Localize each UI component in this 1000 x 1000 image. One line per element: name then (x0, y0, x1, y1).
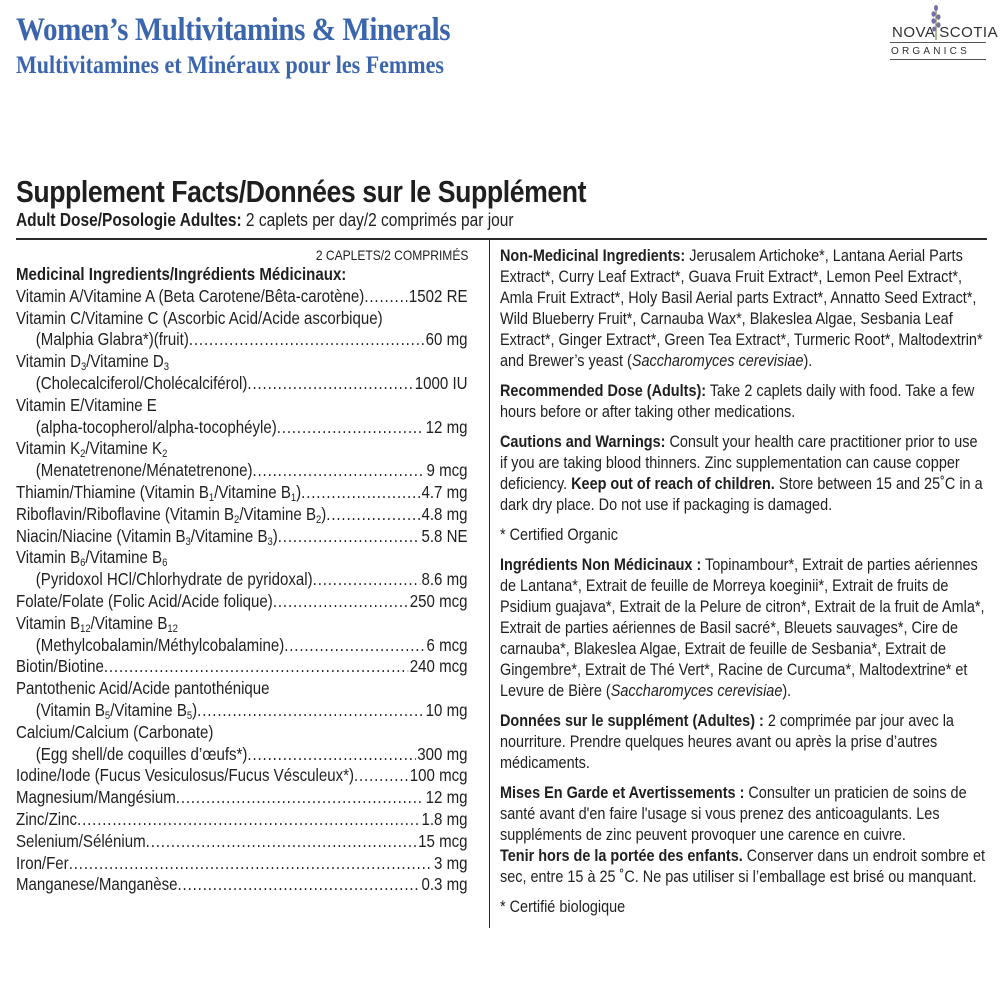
supplement-facts-title: Supplement Facts/Données sur le Supplément (16, 174, 587, 209)
ingredient-row-zinc: Zinc/Zinc ..... 1.8 mg (16, 809, 468, 831)
cautions-warnings-fr: Mises En Garde et Avertissements : Consulter un praticien de soins de santé avant d'en faire l'usage si vous prenez des anticoagulants. Les suppléments de zinc peuvent provoquer une carence en cuivre. Tenir hors de la portée des enfants. Conserver dans un endroit sombre et sec, entre 15 à 25 ˚C. Ne pas utiliser si l’emballage est brisé ou manquant. (500, 783, 985, 886)
ingredient-row-vitamin-b12: Vitamin $B_{12}$/Vitamine $B_{12}$ (Methylcobalamin/Méthylcobalamine) ..... 6 mcg (16, 613, 468, 657)
ingredient-row-vitamin-b6: Vitamin $B_6$/Vitamine $B_6$ (Pyridoxol HCl/Chlorhydrate de pyridoxal) ..... 8.6 mg (16, 547, 468, 591)
product-title-en: Women’s Multivitamins & Minerals (16, 12, 451, 48)
adult-dose-line (16, 210, 514, 231)
label-text-panel (500, 245, 988, 926)
certified-organic-note-fr: * Certifié biologique (500, 897, 626, 916)
ingredient-row-thiamin: Thiamin/Thiamine (Vitamin $B_1$/Vitamine $B_1$) ..... 4.7 mg (16, 482, 468, 504)
column-divider (489, 238, 490, 928)
ingredient-row-iodine: Iodine/Iode (Fucus Vesiculosus/Fucus Vésculeux*) ..... 100 mcg (16, 765, 468, 787)
ingredient-row-riboflavin: Riboflavin/Riboflavine (Vitamin $B_2$/Vitamine $B_2$) ..... 4.8 mg (16, 504, 468, 526)
ingredient-row-pantothenic-acid: Pantothenic Acid/Acide pantothénique (Vitamin $B_5$/Vitamine $B_5$) ..... 10 mg (16, 678, 468, 722)
ingredient-row-vitamin-d: Vitamin $D_3$/Vitamine $D_3$ (Cholecalciferol/Cholécalciférol) ..... 1000 IU (16, 351, 468, 395)
recommended-dose-fr: Données sur le supplément (Adultes) : 2 comprimée par jour avec la nourriture. Prendre quelques heures avant ou après la prise d’autres médicaments. (500, 711, 954, 772)
product-title-fr: Multivitamines et Minéraux pour les Femmes (16, 52, 444, 79)
recommended-dose-en: Recommended Dose (Adults): Take 2 caplets daily with food. Take a few hours before or after taking other medications. (500, 381, 975, 421)
non-medicinal-ingredients-fr: Ingrédients Non Médicinaux : Topinambour*, Extrait de parties aériennes de Lantana*, Extrait de feuille de Morreya koeginii*, Extrait de fruits de Psidium guajava*, Extrait de la Pelure de citron*, Extrait de la fruit de Amla*, Extrait de parties aériennes de Basil sacré*, Bleuets sauvages*, Cire de carnauba*, Blakeslea Algae, Extrait de feuille de Sesbania*, Extrait de Gingembre*, Extrait de Thé Vert*, Racine de Curcuma*, Maltodextrine* et Levure de Bière (Saccharomyces cerevisiae). (500, 555, 985, 700)
ingredient-row-iron: Iron/Fer ..... 3 mg (16, 853, 468, 875)
cautions-warnings-en: Cautions and Warnings: Consult your health care practitioner prior to use if you are taking blood thinners. Zinc supplementation can cause copper deficiency. Keep out of reach of children. Store between 15 and 25˚C in a dark dry place. Do not use if packaging is damaged. (500, 432, 983, 514)
logo-wordmark: NOVA SCOTIA (892, 24, 999, 41)
logo-subword: ORGANICS (891, 46, 970, 57)
medicinal-heading: Medicinal Ingredients/Ingrédients Médicinaux: (16, 264, 347, 284)
adult-dose-value: 2 caplets per day/2 comprimés par jour (241, 210, 514, 230)
ingredient-list (16, 264, 468, 896)
non-medicinal-ingredients-en: Non-Medicinal Ingredients: Jerusalem Artichoke*, Lantana Aerial Parts Extract*, Curry Leaf Extract*, Guava Fruit Extract*, Lemon Peel Extract*, Amla Fruit Extract*, Holy Basil Aerial parts Extract*, Annatto Seed Extract*, Wild Blueberry Fruit*, Carnauba Wax*, Blakeslea Algae, Sesbania Leaf Extract*, Ginger Extract*, Green Tea Extract*, Turmeric Root*, Maltodextrin* and Brewer’s yeast (Saccharomyces cerevisiae). (500, 246, 983, 370)
certified-organic-note-en: * Certified Organic (500, 525, 618, 544)
logo-divider-bottom (890, 59, 986, 60)
ingredient-row-vitamin-k: Vitamin $K_2$/Vitamine $K_2$ (Menatetrenone/Ménatetrenone) ..... 9 mcg (16, 438, 468, 482)
ingredient-row-folate: Folate/Folate (Folic Acid/Acide folique) ..... 250 mcg (16, 591, 468, 613)
ingredient-row-manganese: Manganese/Manganèse ..... 0.3 mg (16, 874, 468, 896)
ingredient-row-magnesium: Magnesium/Mangésium ..... 12 mg (16, 787, 468, 809)
ingredient-row-calcium: Calcium/Calcium (Carbonate) (Egg shell/de coquilles d’œufs*) ..... 300 mg (16, 722, 468, 766)
brand-logo (886, 4, 999, 64)
ingredient-row-vitamin-c: Vitamin C/Vitamine C (Ascorbic Acid/Acide ascorbique) (Malphia Glabra*)(fruit) ..... 60 mg (16, 308, 468, 352)
ingredient-row-biotin: Biotin/Biotine ..... 240 mcg (16, 656, 468, 678)
header-divider (16, 238, 987, 240)
adult-dose-label: Adult Dose/Posologie Adultes: (16, 210, 242, 230)
ingredient-row-niacin: Niacin/Niacine (Vitamin $B_3$/Vitamine $B_3$) ..... 5.8 NE (16, 526, 468, 548)
ingredient-row-vitamin-a: Vitamin A/Vitamine A (Beta Carotene/Bêta-carotène) ..... 1502 RE (16, 286, 468, 308)
medicinal-ingredients-panel (16, 246, 468, 896)
logo-divider (890, 42, 986, 43)
serving-column-header: 2 CAPLETS/2 COMPRIMÉS (315, 247, 468, 263)
ingredient-row-vitamin-e: Vitamin E/Vitamine E (alpha-tocopherol/alpha-tocophéyle) ..... 12 mg (16, 395, 468, 439)
ingredient-row-selenium: Selenium/Sélénium ..... 15 mcg (16, 831, 468, 853)
